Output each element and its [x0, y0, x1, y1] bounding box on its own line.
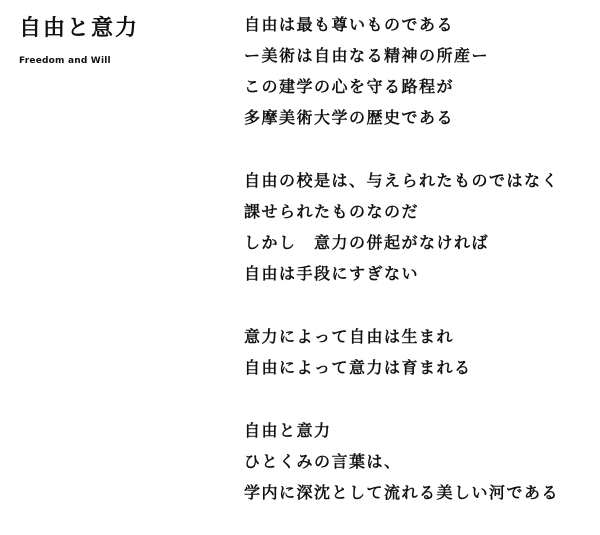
poem-line: 学内に深沈として流れる美しい河である [244, 483, 560, 502]
page-subtitle: Freedom and Will [19, 56, 111, 66]
page-title: 自由と意力 [19, 16, 140, 41]
heading-block [19, 16, 139, 67]
poem-line: 自由は手段にすぎない [244, 264, 420, 283]
stanza [244, 165, 596, 289]
stanza [244, 9, 596, 133]
poem-line: しかし 意力の併起がなければ [244, 233, 490, 252]
poem-line: この建学の心を守る路程が [244, 77, 455, 96]
poem-line: 自由と意力 [244, 421, 332, 440]
poem-line: ー美術は自由なる精神の所産ー [244, 46, 490, 65]
poem-line: 多摩美術大学の歴史である [244, 108, 455, 127]
poem-text [244, 9, 596, 508]
stanza [244, 321, 596, 383]
poem-line: 自由は最も尊いものである [244, 15, 455, 34]
poem-line: ひとくみの言葉は、 [244, 452, 402, 471]
poem-line: 意力によって自由は生まれ [244, 327, 455, 346]
stanza [244, 415, 596, 508]
poem-line: 自由によって意力は育まれる [244, 358, 472, 377]
poem-line: 課せられたものなのだ [244, 202, 420, 221]
poem-line: 自由の校是は、与えられたものではなく [244, 171, 560, 190]
